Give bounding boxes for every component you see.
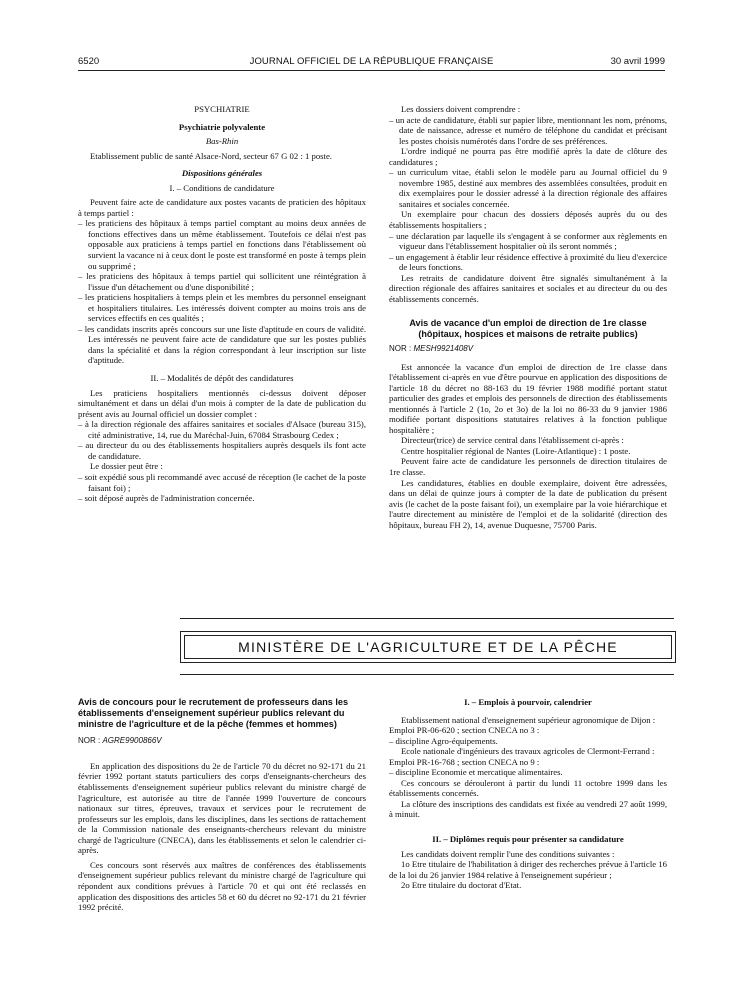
avis-paragraph: Directeur(trice) de service central dans l'établissement ci-après : (401, 435, 624, 446)
avis-paragraph: Peuvent faire acte de candidature les personnels de direction titulaires de 1re classe. (389, 456, 667, 477)
part2-item: – au directeur du ou des établissements hospitaliers auprès desquels ils font acte de candidature. (78, 440, 366, 461)
nor-reference (389, 344, 667, 355)
condition-item: 2o Etre titulaire du doctorat d'Etat. (401, 880, 522, 891)
page-number: 6520 (78, 56, 100, 67)
separator-rule (180, 618, 674, 619)
column-left-top (78, 104, 366, 504)
condition-item: 1o Etre titulaire de l'habilitation à diriger des recherches prévue à l'article 16 de la loi du 26 janvier 1984 relative à l'enseignement supérieur ; (389, 859, 667, 880)
issue-date: 30 avril 1999 (610, 56, 665, 67)
establishment-line: Ecole nationale d'ingénieurs des travaux agricoles de Clermont-Ferrand : (401, 746, 655, 757)
journal-title: JOURNAL OFFICIEL DE LA RÉPUBLIQUE FRANÇAISE (249, 56, 494, 67)
ministry-banner (180, 631, 676, 663)
dossier-intro: Le dossier peut être : (90, 461, 163, 472)
dossier-content-note: L'ordre indiqué ne pourra pas être modifié après la date de clôture des candidatures ; (389, 146, 667, 167)
discipline-line: – discipline Agro-équipements. (389, 735, 498, 746)
nor-code: MESH9921408V (413, 343, 474, 353)
part1-item: – les praticiens hospitaliers à temps plein et les membres du personnel enseignant et hospitaliers titulaires. Les intéressés doivent compter au moins trois ans de services effectifs en ces qualités ; (78, 292, 366, 324)
part1-title: I. – Conditions de candidature (169, 182, 275, 193)
avis-vacance-title: Avis de vacance d'un emploi de direction de 1re classe (hôpitaux, hospices et maisons de retraite publics) (409, 318, 647, 340)
part1-item: – les praticiens des hôpitaux à temps partiel qui sollicitent une réintégration à l'issue d'un détachement ou d'une disponibilité ; (78, 271, 366, 292)
dossier-content-item: – une déclaration par laquelle ils s'engagent à se conformer aux règlements en vigueur dans l'établissement hospitalier où ils seront nommés ; (389, 230, 667, 252)
column-left-bottom (78, 697, 366, 913)
dossier-content-item: – un acte de candidature, établi sur papier libre, mentionnant les nom, prénoms, date de naissance, adresse et numéro de téléphone du candidat et précisant les postes choisis numérotés dans l'ordre de ses préférences. (389, 114, 667, 146)
establishment-line: Etablissement national d'enseignement supérieur agronomique de Dijon : (401, 714, 656, 725)
running-header (78, 56, 665, 71)
nor-reference (78, 736, 366, 747)
part2-title: II. – Modalités de dépôt des candidatures (150, 373, 294, 384)
concours-paragraph: Ces concours sont réservés aux maîtres de conférences des établissements d'enseignement supérieur publics relevant du ministre chargé de l'agriculture qui répondent aux conditions prévues à l'article 70 et qui ont été reclassés en application des dispositions des articles 58 et 60 du décret no 92-171 du 21 février 1992 précité. (78, 859, 366, 913)
discipline-line: – discipline Economie et mercatique alimentaires. (389, 767, 563, 778)
avis-paragraph: Est annoncée la vacance d'un emploi de direction de 1re classe dans l'établissement ci-après en vue d'être pourvue en application des dispositions de l'article 18 du décret no 88-163 du 19 février 1988 modifié portant statut particulier des grades et emplois des personnels de direction des établissements mentionnés à l'article 2 (1o, 2o et 3o) de la loi no 86-33 du 9 janvier 1986 modifiée portant dispositions statutaires relatives à la fonction publique hospitalière ; (389, 361, 667, 435)
emploi-line: Emploi PR-06-620 ; section CNECA no 3 : (389, 725, 540, 736)
subsection-title: Psychiatrie polyvalente (178, 121, 266, 132)
cloture-paragraph: La clôture des inscriptions des candidats est fixée au vendredi 27 août 1999, à minuit. (389, 798, 667, 820)
dossier-content-item: – un curriculum vitae, établi selon le modèle paru au Journal officiel du 9 novembre 1985, destiné aux membres des assemblées consultées, produit en dix exemplaires pour le dossier adressé à la direction régionale des affaires sanitaires et sociales concernée. (389, 167, 667, 209)
avis-concours-title: Avis de concours pour le recrutement de professeurs dans les établissements d'enseignement supérieur publics relevant du ministre de l'agriculture et de la pêche (femmes et hommes) (78, 697, 349, 729)
avis-paragraph: Les candidatures, établies en double exemplaire, doivent être adressées, dans un délai de quinze jours à compter de la date de publication du présent avis (le cachet de la poste faisant foi), un exemplaire par la voie hiérarchique et l'autre directement au ministère de l'emploi et de la solidarité (direction des hôpitaux, bureau FH 2), 14, avenue Duquesne, 75700 Paris. (389, 477, 667, 530)
region-title: Bas-Rhin (205, 136, 239, 147)
column-right-top (389, 104, 667, 530)
deroulement-paragraph: Ces concours se dérouleront à partir du lundi 11 octobre 1999 dans les établissements concernés. (389, 777, 667, 799)
dossier-item: – soit déposé auprès de l'administration concernée. (78, 493, 255, 504)
section1-title: I. – Emplois à pourvoir, calendrier (464, 697, 592, 707)
establishment-line: Etablissement public de santé Alsace-Nord, secteur 67 G 02 : 1 poste. (90, 150, 332, 161)
section2-title: II. – Diplômes requis pour présenter sa candidature (432, 834, 624, 845)
part1-intro: Peuvent faire acte de candidature aux postes vacants de praticien des hôpitaux à temps partiel : (78, 197, 366, 218)
ministry-name: MINISTÈRE DE L'AGRICULTURE ET DE LA PÊCHE (184, 635, 672, 659)
part1-item: – les praticiens des hôpitaux à temps partiel comptant au moins deux années de fonctions effectives dans un même établissement. Toutefois ce délai n'est pas opposable aux praticiens à temps partiel en fonctions dans l'établissement où survient la vacance ni à ceux dont le poste est transformé en poste à temps plein ou supprimé ; (78, 218, 366, 271)
dossier-content-note: Un exemplaire pour chacun des dossiers déposés auprès du ou des établissements hospitaliers ; (389, 209, 667, 231)
concours-paragraph: En application des dispositions du 2e de l'article 70 du décret no 92-171 du 21 février 1992 portant statuts particuliers des corps d'enseignants-chercheurs des établissements d'enseignement supérieur publics relevant du ministre chargé de l'agriculture, est autorisée au titre de l'année 1999 l'ouverture de concours nationaux sur titres, épreuves, travaux et services pour le recrutement de professeurs sur les emplois, dans les disciplines, dans les sections de rattachement de la Commission nationale des enseignants-chercheurs relevant du ministre chargé de l'agriculture (CNECA), dans les établissements et selon le calendrier ci-après. (78, 760, 366, 856)
nor-label: NOR : (78, 736, 101, 746)
nor-label: NOR : (389, 343, 412, 353)
part1-item: – les candidats inscrits après concours sur une liste d'aptitude en cours de validité. Les intéressés ne peuvent faire acte de candidature que sur les postes publiés dans la spécialité et dans la région correspondant à leur inscription sur liste d'aptitude. (78, 323, 366, 366)
column-right-bottom (389, 697, 667, 891)
emploi-line: Emploi PR-16-768 ; section CNECA no 9 : (389, 756, 540, 767)
dossiers-intro: Les dossiers doivent comprendre : (401, 104, 521, 114)
dispositions-title: Dispositions générales (181, 168, 263, 179)
nor-code: AGRE9900866V (102, 736, 162, 746)
retraits-paragraph: Les retraits de candidature doivent être signalés simultanément à la direction régionale des affaires sanitaires et sociales et au directeur du ou des établissements concernés. (389, 272, 667, 304)
avis-paragraph: Centre hospitalier régional de Nantes (Loire-Atlantique) : 1 poste. (401, 445, 631, 456)
part2-intro: Les praticiens hospitaliers mentionnés ci-dessus doivent déposer simultanément et dans un délai d'un mois à compter de la date de publication du présent avis au Journal officiel un dossier complet : (78, 387, 366, 419)
section2-intro: Les candidats doivent remplir l'une des conditions suivantes : (401, 848, 615, 859)
section-title: PSYCHIATRIE (194, 104, 250, 114)
dossier-content-item: – un engagement à établir leur résidence effective à proximité du lieu d'exercice de leurs fonctions. (389, 251, 667, 273)
separator-rule (180, 674, 674, 675)
dossier-item: – soit expédié sous pli recommandé avec accusé de réception (le cachet de la poste faisant foi) ; (78, 471, 366, 493)
part2-item: – à la direction régionale des affaires sanitaires et sociales d'Alsace (bureau 315), cité administrative, 14, rue du Maréchal-Juin, 67084 Strasbourg Cedex ; (78, 419, 366, 440)
